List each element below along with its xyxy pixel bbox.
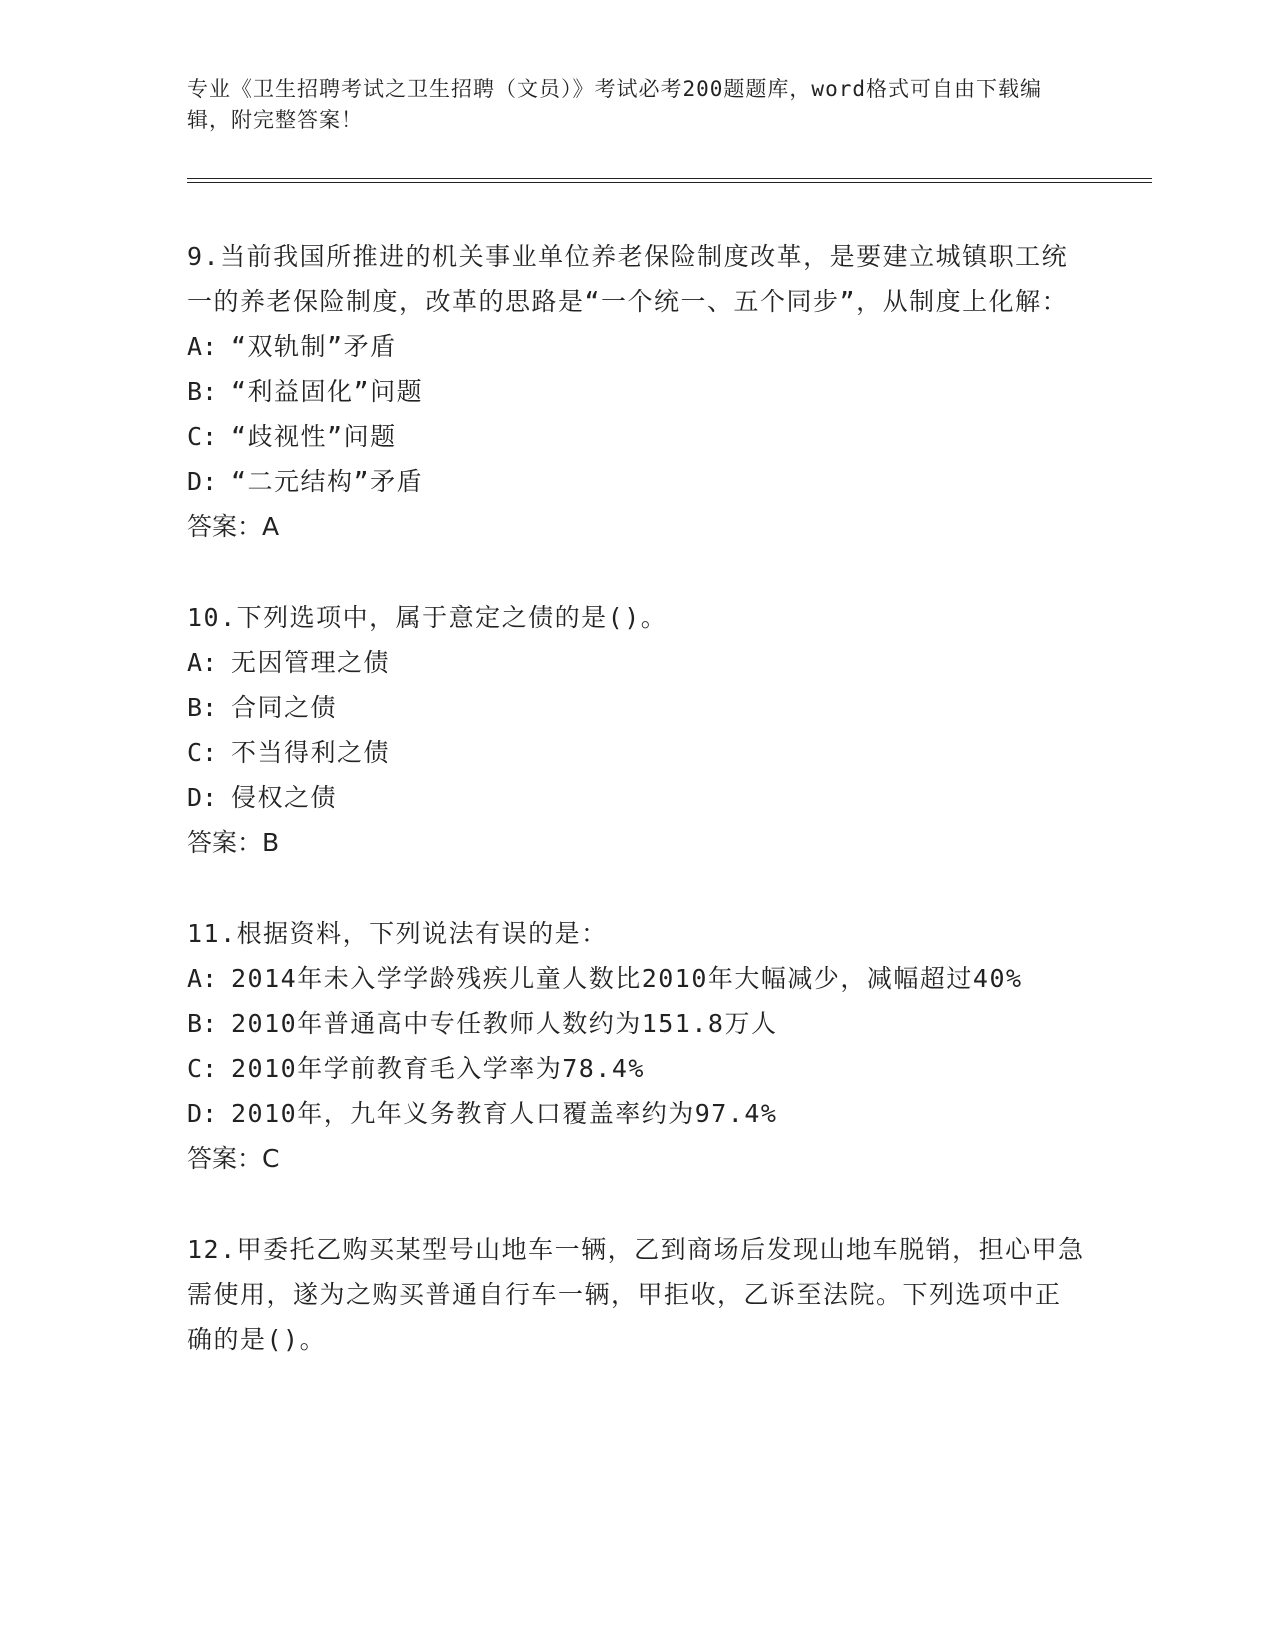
option-b xyxy=(187,369,1087,414)
option-c xyxy=(187,730,1087,775)
option-c xyxy=(187,414,1087,459)
option-d xyxy=(187,775,1087,820)
option-label: A: xyxy=(187,332,218,361)
question-stem: 9.当前我国所推进的机关事业单位养老保险制度改革，是要建立城镇职工统一的养老保险制度，改革的思路是“一个统一、五个同步”，从制度上化解： xyxy=(187,242,1069,316)
option-text: 2010年普通高中专任教师人数约为151.8万人 xyxy=(231,1009,778,1038)
option-d xyxy=(187,459,1087,504)
question-stem: 10.下列选项中，属于意定之债的是()。 xyxy=(187,603,668,632)
option-text: “二元结构”矛盾 xyxy=(231,467,424,496)
option-label: A: xyxy=(187,964,218,993)
option-text: 合同之债 xyxy=(231,693,338,722)
question-12 xyxy=(187,1227,1087,1362)
option-text: 侵权之债 xyxy=(231,783,338,812)
answer-line: 答案：A xyxy=(187,512,280,541)
header-divider-double xyxy=(187,182,1152,183)
question-9 xyxy=(187,234,1087,549)
option-a xyxy=(187,640,1087,685)
option-text: 2010年，九年义务教育人口覆盖率约为97.4% xyxy=(231,1099,778,1128)
option-text: “歧视性”问题 xyxy=(231,422,397,451)
question-stem: 12.甲委托乙购买某型号山地车一辆，乙到商场后发现山地车脱销，担心甲急需使用，遂为之购买普通自行车一辆，甲拒收，乙诉至法院。下列选项中正确的是()。 xyxy=(187,1235,1085,1354)
option-text: “双轨制”矛盾 xyxy=(231,332,397,361)
answer-line: 答案：B xyxy=(187,828,280,857)
option-text: 不当得利之债 xyxy=(231,738,391,767)
option-label: B: xyxy=(187,1009,218,1038)
option-label: A: xyxy=(187,648,218,677)
option-label: C: xyxy=(187,738,218,767)
option-b xyxy=(187,1001,1087,1046)
option-d xyxy=(187,1091,1087,1136)
question-10 xyxy=(187,595,1087,865)
option-text: 2010年学前教育毛入学率为78.4% xyxy=(231,1054,645,1083)
option-text: “利益固化”问题 xyxy=(231,377,424,406)
option-label: B: xyxy=(187,693,218,722)
option-c xyxy=(187,1046,1087,1091)
question-stem: 11.根据资料，下列说法有误的是： xyxy=(187,919,608,948)
option-label: D: xyxy=(187,1099,218,1128)
option-label: B: xyxy=(187,377,218,406)
option-label: C: xyxy=(187,1054,218,1083)
answer-line: 答案：C xyxy=(187,1144,280,1173)
option-text: 2014年未入学学龄残疾儿童人数比2010年大幅减少，减幅超过40% xyxy=(231,964,1023,993)
option-label: D: xyxy=(187,783,218,812)
option-b xyxy=(187,685,1087,730)
page-header: 专业《卫生招聘考试之卫生招聘（文员）》考试必考200题题库，word格式可自由下载编辑，附完整答案！ xyxy=(187,77,1042,132)
option-a xyxy=(187,324,1087,369)
option-label: C: xyxy=(187,422,218,451)
option-text: 无因管理之债 xyxy=(231,648,391,677)
option-a xyxy=(187,956,1087,1001)
header-divider xyxy=(187,178,1152,179)
option-label: D: xyxy=(187,467,218,496)
question-list xyxy=(187,234,1087,1408)
question-11 xyxy=(187,911,1087,1181)
